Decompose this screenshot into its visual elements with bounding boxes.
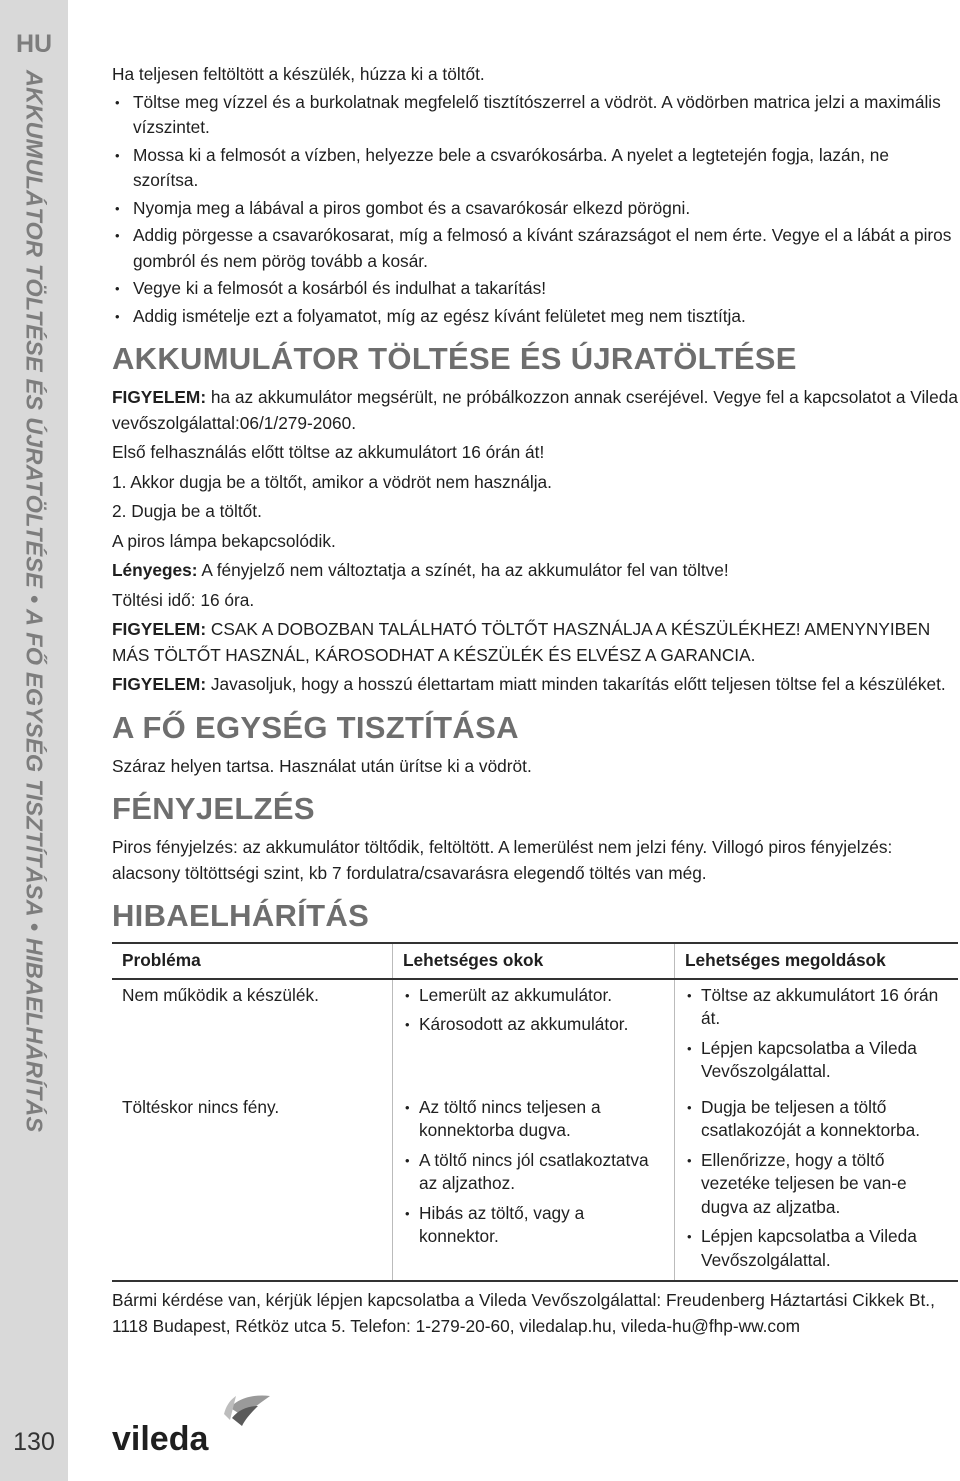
vertical-section-title-text: AKKUMULÁTOR TÖLTÉSE ÉS ÚJRATÖLTÉSE • A FŐ EGYSÉG TISZTÍTÁSA • HIBAELHÁRÍTÁS (21, 70, 48, 1133)
column-header: Lehetséges megoldások (675, 943, 959, 979)
solutions-cell (675, 1092, 959, 1282)
cause-item: • Lemerült az akkumulátor. (403, 984, 664, 1008)
contact-footer: Bármi kérdése van, kérjük lépjen kapcsolatba a Vileda Vevőszolgálattal: Freudenberg Háztartási Cikkek Bt., 1118 Budapest, Rétköz utca 5. Telefon: 1-279-20-60, viledalap.hu, vileda-hu@fhp-ww.com (112, 1290, 935, 1336)
important-label: Lényeges: (112, 560, 198, 580)
warning-text: CSAK A DOBOZBAN TALÁLHATÓ TÖLTŐT HASZNÁLJA A KÉSZÜLÉKHEZ! AMENYNYIBEN MÁS TÖLTŐT HASZNÁL, KÁROSODHAT A KÉSZÜLÉK ÉS ELVÉSZ A GARANCIA. (112, 619, 931, 665)
battery-warning-3 (112, 672, 958, 698)
main-content (112, 62, 958, 1339)
table-row (112, 979, 958, 1092)
important-text: A fényjelző nem változtatja a színét, ha az akkumulátor fel van töltve! (197, 560, 729, 580)
charge-time: Töltési idő: 16 óra. (112, 589, 255, 610)
solution-item: • Töltse az akkumulátort 16 órán át. (685, 984, 948, 1031)
solutions-cell (675, 979, 959, 1092)
warning-text: ha az akkumulátor megsérült, ne próbálkozzon annak cseréjével. Vegye fel a kapcsolatot a Vileda vevőszolgálattal:06/1/279-2060. (112, 387, 958, 433)
warning-label: FIGYELEM: (112, 674, 207, 694)
solution-item: • Lépjen kapcsolatba a Vileda Vevőszolgálattal. (685, 1225, 948, 1272)
step-1: 1. Akkor dugja be a töltőt, amikor a vödröt nem használja. (112, 471, 552, 492)
problem-cell: Nem működik a készülék. (112, 979, 393, 1092)
light-heading: FÉNYJELZÉS (112, 791, 315, 826)
cleaning-heading: A FŐ EGYSÉG TISZTÍTÁSA (112, 709, 519, 745)
logo-wordmark: vileda (112, 1420, 209, 1454)
column-header: Probléma (112, 943, 393, 979)
warning-text: Javasoljuk, hogy a hosszú élettartam miatt minden takarítás előtt teljesen töltse fel a készüléket. (206, 674, 946, 694)
troubleshooting-table (112, 942, 958, 1282)
intro-bullet-6: • Addig ismételje ezt a folyamatot, míg az egész kívánt felületet meg nem tisztítja. (112, 304, 958, 330)
light-text: Piros fényjelzés: az akkumulátor töltődik, feltöltött. A lemerülést nem jelzi fény. Villogó piros fényjelzés: alacsony töltöttségi szint, kb 7 fordulatra/csavarásra elegendő töltés van még. (112, 837, 893, 883)
solution-item: • Lépjen kapcsolatba a Vileda Vevőszolgálattal. (685, 1037, 948, 1084)
solution-item: • Ellenőrizze, hogy a töltő vezetéke teljesen be van-e dugva az aljzatba. (685, 1149, 948, 1220)
battery-warning-2 (112, 617, 958, 668)
battery-heading: AKKUMULÁTOR TÖLTÉSE ÉS ÚJRATÖLTÉSE (112, 341, 797, 376)
causes-cell (393, 979, 675, 1092)
intro-bullet-3: • Nyomja meg a lábával a piros gombot és a csavarókosár elkezd pörögni. (112, 196, 958, 222)
language-code: HU (15, 30, 53, 58)
intro-bullet-2: • Mossa ki a felmosót a vízben, helyezze bele a csvarókosárba. A nyelet a legtetején fogja, lazán, ne szorítsa. (112, 143, 958, 194)
table-header-row (112, 943, 958, 979)
intro-bullet-5: • Vegye ki a felmosót a kosárból és indulhat a takarítás! (112, 276, 958, 302)
battery-warning-1 (112, 385, 958, 436)
intro-bullet-1: • Töltse meg vízzel és a burkolatnak megfelelő tisztítószerrel a vödröt. A vödörben matrica jelzi a maximális vízszintet. (112, 90, 958, 141)
cleaning-text: Száraz helyen tartsa. Használat után ürítse ki a vödröt. (112, 755, 532, 776)
warning-label: FIGYELEM: (112, 619, 207, 639)
cause-item: • Az töltő nincs teljesen a konnektorba dugva. (403, 1096, 664, 1143)
page-number: 130 (13, 1428, 55, 1456)
important-note (112, 558, 958, 584)
vileda-logo (112, 1394, 282, 1454)
first-use-note: Első felhasználás előtt töltse az akkumulátort 16 órán át! (112, 442, 545, 462)
intro-line: Ha teljesen feltöltött a készülék, húzza ki a töltőt. (112, 64, 485, 84)
sidebar (0, 0, 68, 1481)
warning-label: FIGYELEM: (112, 387, 207, 407)
table-row (112, 1092, 958, 1282)
column-header: Lehetséges okok (393, 943, 675, 979)
troubleshooting-heading: HIBAELHÁRÍTÁS (112, 898, 370, 933)
cause-item: • Hibás az töltő, vagy a konnektor. (403, 1202, 664, 1249)
intro-bullet-4: • Addig pörgesse a csavarókosarat, míg a felmosó a kívánt szárazságot el nem érte. Vegye el a lábát a piros gombról és nem pörög tovább a kosár. (112, 223, 958, 274)
solution-item: • Dugja be teljesen a töltő csatlakozóját a konnektorba. (685, 1096, 948, 1143)
cause-item: • Károsodott az akkumulátor. (403, 1013, 664, 1037)
causes-cell (393, 1092, 675, 1282)
lamp-on-note: A piros lámpa bekapcsolódik. (112, 530, 336, 551)
cause-item: • A töltő nincs jól csatlakoztatva az aljzathoz. (403, 1149, 664, 1196)
step-2: 2. Dugja be a töltőt. (112, 501, 262, 521)
problem-cell: Töltéskor nincs fény. (112, 1092, 393, 1282)
